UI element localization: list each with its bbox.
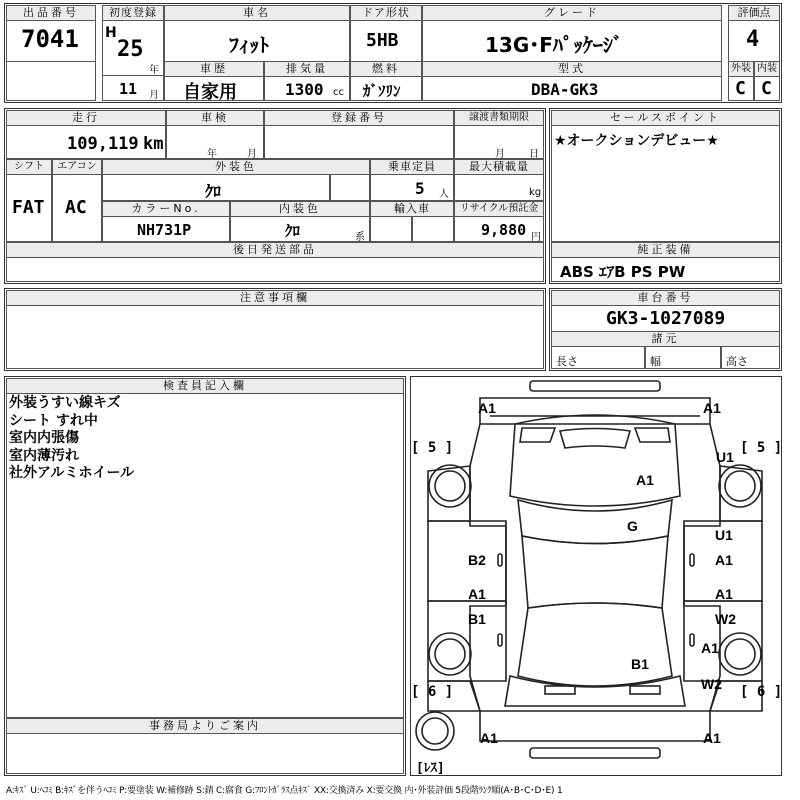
later-parts-header: 後日発送部品 [6,242,544,258]
mileage-value: 109,119 [67,134,139,154]
color-no-value: NH731P [137,221,192,239]
insp-year-unit: 年 [207,149,217,159]
ext-color-extra [330,174,370,201]
mileage-header: 走行 [6,110,166,126]
reg-no-cell [264,125,454,159]
damage-front-right: A1 [703,400,721,416]
dimensions-header: 諸元 [551,331,780,347]
shift-cell [6,174,52,242]
mileage-cell [6,125,166,159]
damage-right-rear-door-1: A1 [715,586,733,602]
height-label: 高さ [726,355,748,368]
ext-color-value: ｸﾛ [205,182,222,201]
inspector-note: 外装うすい線キズ [9,395,121,411]
fuel-header: 燃料 [350,61,422,77]
width-label: 幅 [650,355,661,368]
genuine-equip-cell [551,257,780,282]
transfer-day-unit: 日 [529,149,539,159]
damage-rear-glass: B1 [631,656,649,672]
model-value: DBA-GK3 [531,80,599,99]
score-cell [728,20,780,62]
inspector-note: 社外アルミホイール [9,465,135,481]
ext-color-cell [102,174,330,201]
door-value: 5HB [366,30,399,51]
recycle-value: 9,880 [481,221,527,239]
caution-cell [6,305,544,369]
first-reg-header: 初度登録 [102,5,164,21]
interior-cell [754,76,780,101]
door-header: ドア形状 [350,5,422,21]
import-cell-b [412,216,454,242]
exterior-cell [728,76,754,101]
caution-header: 注意事項欄 [6,290,544,306]
displacement-value: 1300 [285,80,324,99]
damage-left-front-door: B2 [468,552,486,568]
lot-no-value: 7041 [21,25,79,53]
length-label: 長さ [556,355,578,368]
car-name-header: 車名 [164,5,350,21]
inspector-note: シート すれ中 [9,412,98,429]
chassis-header: 車台番号 [551,290,780,306]
first-reg-cell [102,20,164,76]
cc-unit: cc [333,87,344,98]
tire-rear-right: [ 6 ] [740,684,783,700]
fuel-cell [350,76,422,101]
kei-unit: 系 [355,232,365,242]
office-header: 事務局よりご案内 [6,718,404,734]
genuine-equip-header: 純正装備 [551,242,780,258]
sales-point-header: セールスポイント [551,110,780,126]
sales-point-cell [551,125,780,242]
recycle-header: リサイクル預託金 [454,201,544,217]
yen-unit: 円 [531,232,541,242]
shift-value: FAT [12,197,45,218]
history-cell [164,76,264,101]
lot-no-blank [6,61,96,101]
damage-right-front-door-1: U1 [715,527,733,543]
recycle-cell [454,216,544,242]
damage-right-front-door-2: A1 [715,552,733,568]
damage-right-fender: U1 [716,449,734,465]
lot-no-header: 出品番号 [6,5,96,21]
capacity-value: 5 [415,179,425,198]
person-unit: 人 [439,189,449,200]
lot-no-cell [6,20,96,62]
interior-value: C [761,78,772,99]
damage-hood: A1 [636,472,654,488]
tire-front-right: [ 5 ] [740,440,783,456]
damage-roof: G [627,518,638,534]
later-parts-cell [6,257,544,282]
year-unit: 年 [149,65,159,76]
aircon-cell [52,174,102,242]
reg-no-header: 登録番号 [264,110,454,126]
fuel-value: ｶﾞｿﾘﾝ [363,82,401,100]
transfer-month-unit: 月 [495,149,505,159]
length-cell [551,346,645,369]
inspector-cell [6,393,404,718]
damage-right-rear-door-2: W2 [715,611,736,627]
capacity-cell [370,174,454,201]
km-unit: km [143,134,164,154]
exterior-header: 外装 [728,61,754,77]
model-cell [422,76,722,101]
grade-value: 13G･Fﾊﾟｯｹｰｼﾞ [485,33,623,57]
damage-left-rear-door-2: B1 [468,611,486,627]
displacement-cell [264,76,350,101]
month-unit: 月 [149,90,159,101]
transfer-cell [454,125,544,159]
chassis-cell [551,305,780,332]
displacement-header: 排気量 [264,61,350,77]
era-value: H [105,25,117,41]
capacity-header: 乗車定員 [370,159,454,175]
reg-month-value: 11 [119,80,138,98]
int-color-value: ｸﾛ [285,222,301,240]
grade-header: グレード [422,5,722,21]
damage-right-quarter-2: W2 [701,676,722,692]
width-cell [645,346,721,369]
genuine-equip-value: ABS ｴｱB PS PW [560,263,686,281]
inspection-cell [166,125,264,159]
grade-cell [422,20,722,62]
aircon-header: エアコン [52,159,102,175]
history-header: 車歴 [164,61,264,77]
damage-rear-left: A1 [480,730,498,746]
damage-front-left: A1 [478,400,496,416]
import-header: 輸入車 [370,201,454,217]
inspector-notes [9,395,134,483]
chassis-value: GK3-1027089 [606,308,726,329]
aircon-value: AC [65,197,87,218]
ext-color-header: 外装色 [102,159,370,175]
inspector-header: 検査員記入欄 [6,378,404,394]
car-name-cell [164,20,350,62]
damage-left-rear-door-1: A1 [468,586,486,602]
damage-rear-right: A1 [703,730,721,746]
damage-legend: A:ｷｽﾞ U:ﾍｺﾐ B:ｷｽﾞを伴うﾍｺﾐ P:要塗装 W:補修跡 S:錆 C:腐食 G:ﾌﾛﾝﾄｶﾞﾗｽ点ｷｽﾞ XX:交換済み X:要交換 内･外装評価 5段階ﾗﾝｸ順(A･B･C･D･E) 1 [6,786,563,796]
sales-point-value: ★オークションデビュー★ [554,133,719,149]
score-value: 4 [746,27,760,52]
transfer-header: 譲渡書類期限 [454,110,544,126]
tire-rear-left: [ 6 ] [411,684,454,700]
int-color-header: 内装色 [230,201,370,217]
max-load-cell [454,174,544,201]
reg-month-cell [102,75,164,101]
shift-header: シフト [6,159,52,175]
int-color-cell [230,216,370,242]
height-cell [721,346,780,369]
reg-year-value: 25 [117,37,144,62]
office-cell [6,733,404,774]
damage-right-quarter-1: A1 [701,640,719,656]
tire-spare: [ﾚｽ] [416,761,445,776]
history-value: 自家用 [183,82,237,101]
max-load-header: 最大積載量 [454,159,544,175]
tire-front-left: [ 5 ] [411,440,454,456]
kg-unit: kg [529,187,542,198]
car-diagram [410,376,782,776]
door-cell [350,20,422,62]
car-name-value: ﾌｨｯﾄ [229,33,269,57]
insp-month-unit: 月 [247,149,257,159]
interior-header: 内装 [754,61,780,77]
color-no-cell [102,216,230,242]
inspector-note: 室内薄汚れ [9,447,79,464]
score-header: 評価点 [728,5,780,21]
inspection-header: 車検 [166,110,264,126]
inspector-note: 室内内張傷 [9,430,79,446]
exterior-value: C [735,78,746,99]
import-cell-a [370,216,412,242]
color-no-header: カラーNo. [102,201,230,217]
model-header: 型式 [422,61,722,77]
